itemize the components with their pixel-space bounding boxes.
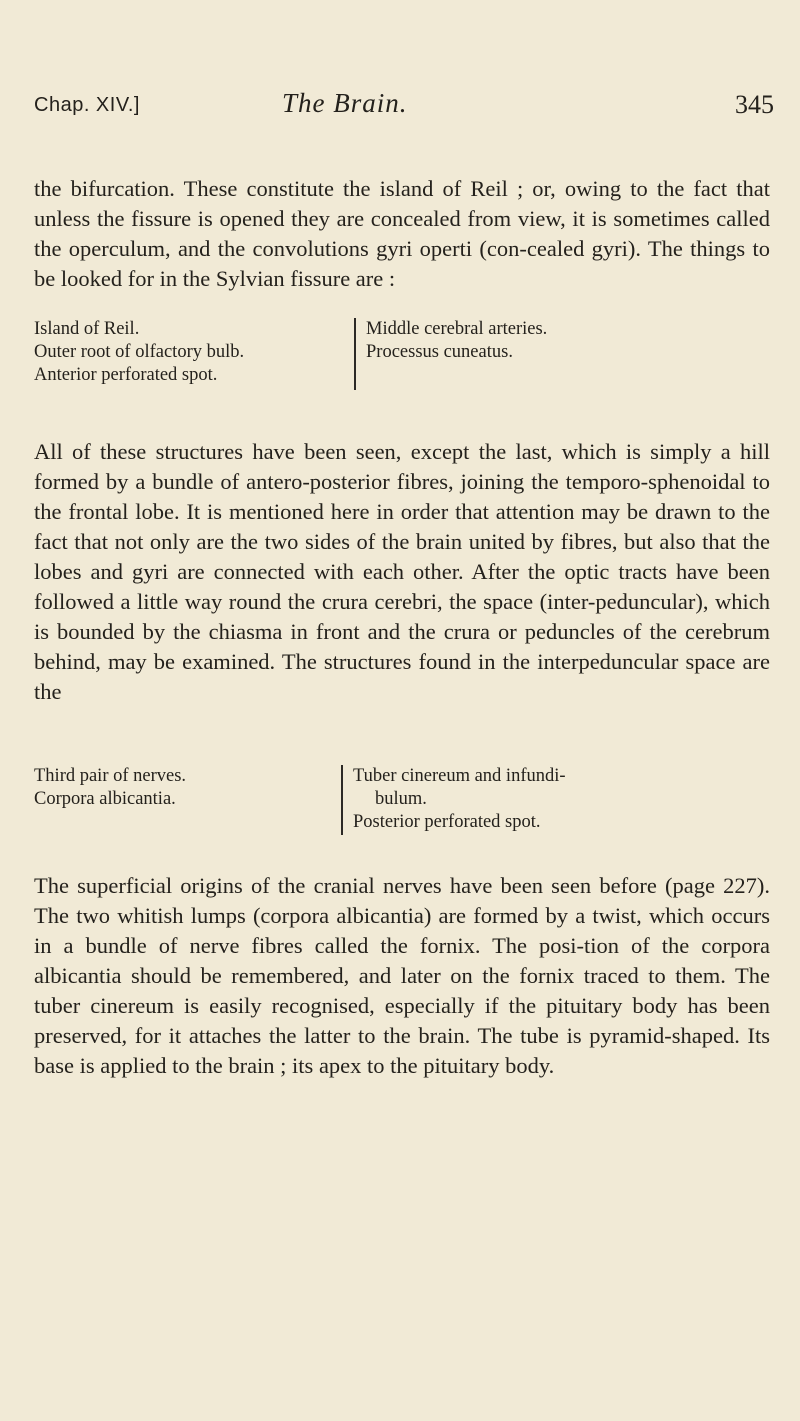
chapter-label: Chap. XIV.]: [34, 94, 140, 116]
list-item: bulum.: [375, 789, 427, 809]
paragraph-2: All of these structures have been seen, except the last, which is simply a hill formed by a bundle of antero-posterior fibres, joining the temporo-sphenoidal to the frontal lobe. It is mentioned here in order that attention may be drawn to the fact that not only are the two sides of the brain united by fibres, but also that the lobes and gyri are connected with each other. After the optic tracts have been followed a little way round the crura cerebri, the space (inter-peduncular), which is bounded by the chiasma in front and the crura or peduncles of the cerebrum behind, may be examined. The structures found in the interpeduncular space are the: [34, 438, 770, 704]
list-item: Outer root of olfactory bulb.: [34, 342, 245, 362]
interpeduncular-list-right-column: [341, 765, 773, 835]
list-item: Corpora albicantia.: [34, 789, 176, 809]
sylvian-list-right-column: [354, 318, 776, 390]
running-title: The Brain.: [282, 88, 408, 118]
paragraph-1: the bifurcation. These constitute the island of Reil ; or, owing to the fact that unless the fissure is opened they are concealed from view, it is sometimes called the operculum, and the convolutions gyri operti (con-cealed gyri). The things to be looked for in the Sylvian fissure are :: [34, 175, 770, 291]
list-item: Island of Reil.: [34, 319, 140, 339]
list-item: Processus cuneatus.: [366, 342, 513, 362]
list-item: Middle cerebral arteries.: [366, 319, 548, 339]
list-item: Tuber cinereum and infundi-: [353, 766, 566, 786]
interpeduncular-list-left-column: [34, 765, 349, 811]
page-number: 345: [735, 90, 774, 119]
sylvian-list-left-column: [34, 318, 349, 387]
list-item: Anterior perforated spot.: [34, 365, 218, 385]
list-item: Third pair of nerves.: [34, 766, 187, 786]
list-item: Posterior perforated spot.: [353, 812, 541, 832]
running-head: [34, 88, 774, 128]
paragraph-3: The superficial origins of the cranial nerves have been seen before (page 227). The two whitish lumps (corpora albicantia) are formed by a twist, which occurs in a bundle of nerve fibres called the fornix. The posi-tion of the corpora albicantia should be remembered, and later on the fornix traced to them. The tuber cinereum is easily recognised, especially if the pituitary body has been preserved, for it attaches the latter to the brain. The tube is pyramid-shaped. Its base is applied to the brain ; its apex to the pituitary body.: [34, 872, 770, 1078]
